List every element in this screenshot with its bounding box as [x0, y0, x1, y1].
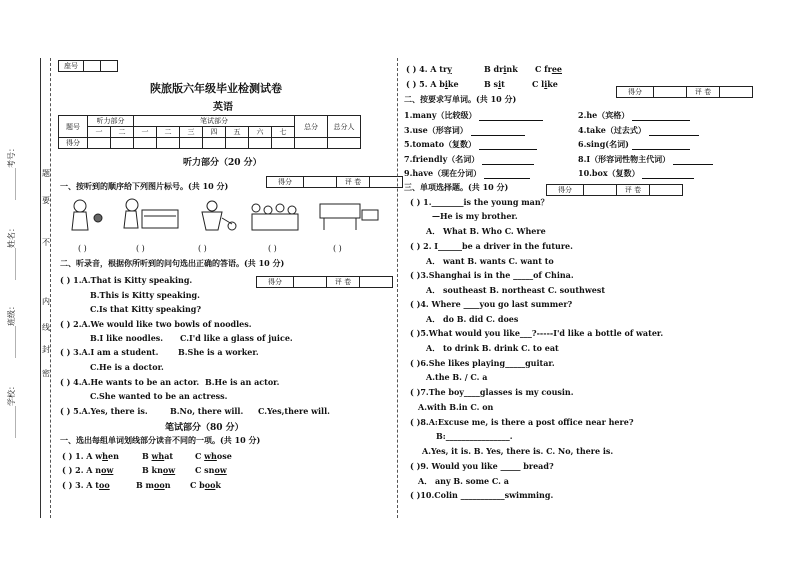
phonics-option-b: B moon: [136, 480, 171, 490]
question: ( ) 3.A.I am a student.: [60, 347, 159, 357]
seal-char: 内: [42, 297, 50, 306]
written-section3-title: 三、单项选择题。(共 10 分): [404, 182, 509, 192]
picture-worker: [202, 201, 236, 230]
school-label: ________学校：: [7, 382, 16, 438]
mc-options: A． any B. some C. a: [418, 476, 509, 486]
mc-question: ( )6.She likes playing_____guitar.: [410, 358, 555, 368]
word-task: 7.friendly（名词）: [404, 154, 534, 165]
mc-subline: —He is my brother.: [432, 211, 518, 221]
answer-paren[interactable]: ( ): [333, 244, 342, 253]
mc-options: A.Yes, it is. B. Yes, there is. C. No, there is.: [422, 446, 614, 456]
answer-blank[interactable]: [479, 112, 543, 121]
mc-question: ( ) 1.________is the young man？: [410, 197, 549, 207]
option-b: B.He is an actor.: [205, 377, 280, 387]
phonics-option-b: B drink: [484, 64, 518, 74]
answer-paren[interactable]: ( ): [268, 244, 277, 253]
mc-question: ( )4. Where ____you go last summer?: [410, 299, 573, 309]
mc-options: A.the B. / C. a: [426, 372, 488, 382]
subject-title: 英语: [213, 102, 233, 113]
answer-paren[interactable]: ( ): [136, 244, 145, 253]
word-task: 5.tomato（复数）: [404, 139, 537, 150]
phonics-question: ( ) 2. A now: [62, 465, 114, 475]
mc-options: A.with B.in C. on: [418, 402, 494, 412]
option-c: C.Is that Kitty speaking?: [90, 304, 202, 314]
word-task: 3.use（形容词）: [404, 125, 525, 136]
column-divider: [397, 58, 398, 518]
option-c: C.He is a doctor.: [90, 362, 164, 372]
phonics-question: ( ) 3. A too: [62, 480, 110, 490]
answer-paren[interactable]: ( ): [198, 244, 207, 253]
exam-title: 陕旅版六年级毕业检测试卷: [150, 82, 282, 95]
score-table: 题号 听力部分 笔试部分 总分 总分人 一 二 一 二 三 四 五 六 七 得分: [58, 115, 361, 149]
section2-title: 二、听录音，根据你所听到的问句选出正确的答语。(共 10 分): [60, 258, 285, 268]
option-b: B.This is Kitty speaking.: [90, 290, 200, 300]
phonics-option-c: C snow: [195, 465, 227, 475]
phonics-question: ( ) 1. A when: [62, 451, 119, 461]
mc-question: ( )5.What would you like___?-----I'd like a bottle of water.: [410, 328, 664, 338]
written-heading: 笔试部分（80 分）: [165, 423, 244, 433]
phonics-option-c: C free: [535, 64, 562, 74]
phonics-option-c: C whose: [195, 451, 232, 461]
option-c: C.She wanted to be an actress.: [90, 391, 228, 401]
option-b: B.I like noodles.: [90, 333, 164, 343]
picture-girl-at-desk: [124, 199, 178, 228]
mc-question: ( )7.The boy____glasses is my cousin.: [410, 387, 574, 397]
mc-options: A． want B. wants C. want to: [426, 256, 554, 266]
class-label: ________班级：: [7, 302, 16, 358]
phonics-question: ( ) 4. A try: [406, 64, 452, 74]
answer-blank[interactable]: [482, 156, 534, 165]
word-task: 4.take（过去式）: [578, 125, 699, 136]
score-box: 得分 评 卷: [616, 86, 753, 98]
listening-heading: 听力部分（20 分）: [183, 158, 262, 168]
word-task: 6.sing(名词): [578, 139, 690, 150]
picture-classroom-desks: [320, 204, 378, 230]
section1-title: 一、按听到的顺序给下列图片标号。(共 10 分): [60, 181, 229, 191]
word-task: 9.have（现在分词）: [404, 168, 530, 179]
mc-question: ( )8.A:Excuse me, is there a post office near here?: [410, 417, 634, 427]
option-c: C.I'd like a glass of juice.: [180, 333, 293, 343]
score-box: 得分 评 卷: [256, 276, 393, 288]
written-section1-title: 一、选出每组单词划线部分读音不同的一项。(共 10 分): [60, 435, 261, 445]
mc-options: A． What B. Who C. Where: [426, 226, 546, 236]
seal-char: 要: [42, 196, 50, 205]
mc-options: A． to drink B. drink C. to eat: [426, 343, 559, 353]
seal-char: 不: [42, 238, 50, 247]
word-task: 1.many（比较级）: [404, 110, 543, 121]
answer-blank[interactable]: [642, 170, 694, 179]
word-task: 2.he（宾格）: [578, 110, 690, 121]
phonics-option-b: B know: [142, 465, 176, 475]
mc-subline: B:________________.: [436, 431, 513, 441]
answer-paren[interactable]: ( ): [78, 244, 87, 253]
phonics-question: ( ) 5. A bike: [406, 79, 459, 89]
question: ( ) 2.A.We would like two bowls of noodles.: [60, 319, 252, 329]
phonics-option-c: C book: [190, 480, 221, 490]
mc-question: ( )10.Colin ___________swimming.: [410, 490, 554, 500]
phonics-option-b: B sit: [484, 79, 505, 89]
answer-blank[interactable]: [673, 156, 713, 165]
question: ( ) 1.A.That is Kitty speaking.: [60, 275, 193, 285]
seal-char: 题: [42, 169, 50, 178]
answer-blank[interactable]: [632, 112, 690, 121]
score-box: 得分 评 卷: [266, 176, 403, 188]
answer-blank[interactable]: [632, 141, 690, 150]
answer-blank[interactable]: [471, 127, 525, 136]
written-section2-title: 二、按要求写单词。(共 10 分): [404, 94, 517, 104]
answer-blank[interactable]: [649, 127, 699, 136]
mc-options: A． do B. did C. does: [426, 314, 519, 324]
answer-blank[interactable]: [479, 141, 537, 150]
seal-dashed-line: [50, 58, 51, 518]
seal-char: 封: [42, 345, 50, 354]
question: ( ) 5.A.Yes, there is.: [60, 406, 148, 416]
picture-children-group: [252, 204, 298, 230]
margin-line: [40, 58, 41, 518]
name-label: ________姓名：: [7, 224, 16, 280]
question: ( ) 4.A.He wants to be an actor.: [60, 377, 200, 387]
option-c: C.Yes,there will.: [258, 406, 330, 416]
phonics-option-c: C like: [532, 79, 558, 89]
picture-girl-with-phone: [72, 200, 102, 230]
listening-pictures: [62, 196, 382, 236]
option-b: B.No, there will.: [170, 406, 244, 416]
option-b: B.She is a worker.: [178, 347, 259, 357]
word-task: 8.I（形容词性物主代词）: [578, 154, 713, 165]
seat-number-box: 座号: [58, 60, 118, 72]
seal-char: 密: [42, 369, 50, 378]
mc-options: A． southeast B. northeast C. southwest: [426, 285, 606, 295]
phonics-option-b: B what: [142, 451, 174, 461]
word-task: 10.box（复数）: [578, 168, 694, 179]
score-box: 得分 评 卷: [546, 184, 683, 196]
answer-blank[interactable]: [484, 170, 530, 179]
exam-no-label: ________考号：: [7, 144, 16, 200]
mc-question: ( )9. Would you like _____ bread?: [410, 461, 554, 471]
mc-question: ( ) 2. I______be a driver in the future.: [410, 241, 573, 251]
seal-char: 线: [42, 323, 50, 332]
mc-question: ( )3.Shanghai is in the _____of China.: [410, 270, 574, 280]
